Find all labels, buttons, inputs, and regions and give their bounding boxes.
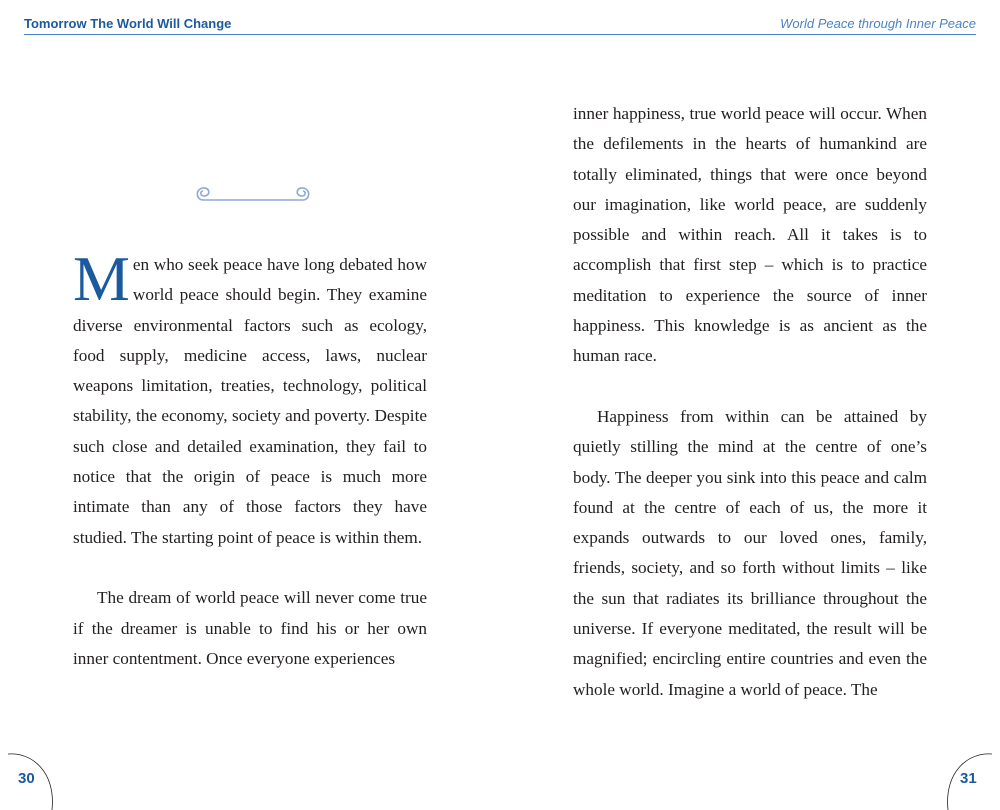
left-page-column xyxy=(73,243,427,674)
right-page-column xyxy=(573,99,927,705)
paragraph-dream-of-peace: The dream of world peace will never come true if the dreamer is unable to find his or her own inner contentment. Once everyone experiences xyxy=(73,588,427,668)
page-number-left: 30 xyxy=(18,770,35,787)
header-divider xyxy=(24,34,976,35)
opening-paragraph xyxy=(73,243,427,553)
running-header-chapter-title: World Peace through Inner Peace xyxy=(780,16,976,31)
drop-cap: M xyxy=(73,243,130,314)
scroll-swirl-ornament-icon xyxy=(193,181,313,207)
opening-paragraph-text: en who seek peace have long debated how world peace should begin. They examine diverse environmental factors such as ecology, food supply, medicine access, laws, nuclear weapons limitation, treaties, technology, political stability, the economy, society and poverty. Despite such close and detailed examination, they fail to notice that the origin of peace is much more intimate than any of those factors they have studied. The starting point of peace is within them. xyxy=(73,255,427,547)
paragraph-happiness-from-within: Happiness from within can be attained by quietly stilling the mind at the centre of one’s body. The deeper you sink into this peace and calm found at the centre of each of us, the more it expands outwards to our loved ones, family, friends, society, and so forth without limits – like the sun that radiates its brilliance throughout the universe. If everyone meditated, the result will be magnified; encircling entire countries and even the whole world. Imagine a world of peace. The xyxy=(573,406,927,699)
paragraph-inner-happiness: inner happiness, true world peace will occur. When the defilements in the hearts of humankind are totally eliminated, things that were once beyond our imagination, like world peace, are suddenly possible and within reach. All it takes is to accomplish that first step – which is to practice meditation to experience the source of inner happiness. This knowledge is as ancient as the human race. xyxy=(573,104,927,366)
running-header-book-title: Tomorrow The World Will Change xyxy=(24,16,232,31)
page-number-right: 31 xyxy=(960,770,977,787)
